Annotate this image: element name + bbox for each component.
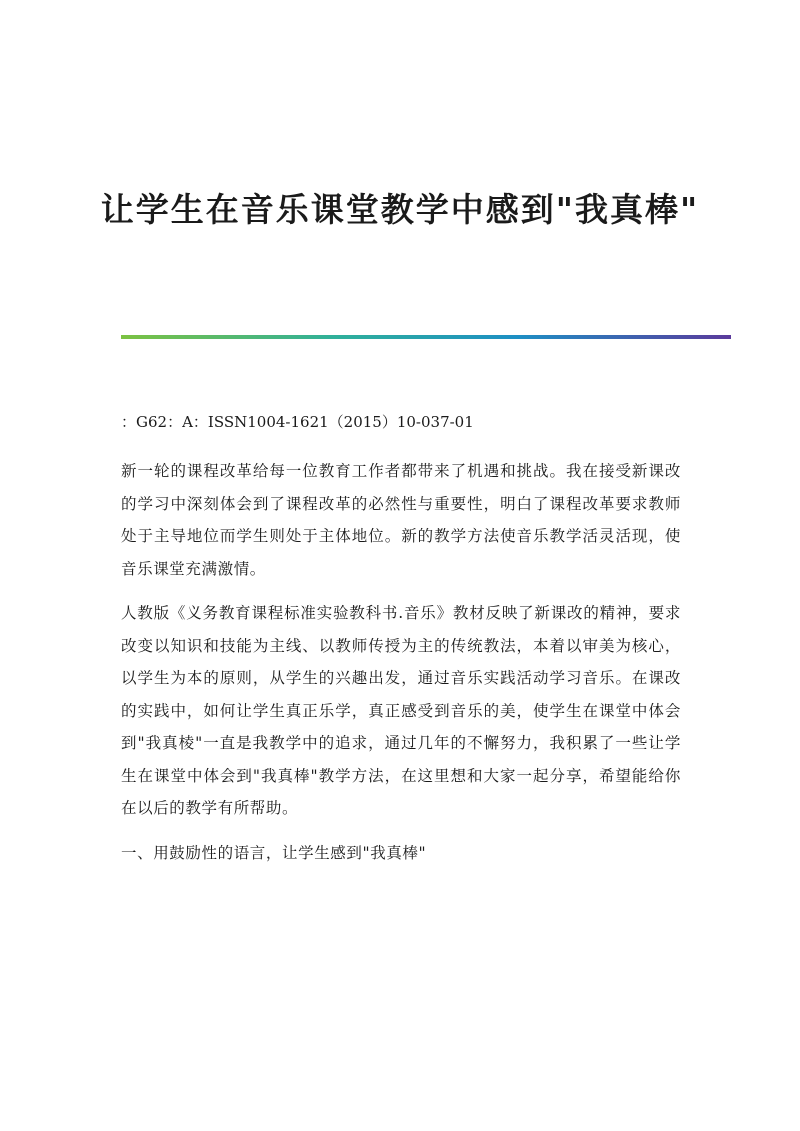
document-title: 让学生在音乐课堂教学中感到"我真棒" (100, 190, 700, 229)
title-divider (121, 335, 731, 339)
section-heading: 一、用鼓励性的语言，让学生感到"我真棒" (121, 843, 427, 862)
paragraph-2: 人教版《义务教育课程标准实验教科书.音乐》教材反映了新课改的精神，要求改变以知识和技能为主线、以教师传授为主的传统教法，本着以审美为核心，以学生为本的原则，从学生的兴趣出发，通过音乐实践活动学习音乐。在课改的实践中，如何让学生真正乐学，真正感受到音乐的美，使学生在课堂中体会到"我真棱"一直是我教学中的追求，通过几年的不懈努力，我积累了一些让学生在课堂中体会到"我真棒"教学方法，在这里想和大家一起分享，希望能给你在以后的教学有所帮助。 (121, 604, 681, 817)
document-body (121, 455, 681, 869)
paragraph-1: 新一轮的课程改革给每一位教育工作者都带来了机遇和挑战。我在接受新课改的学习中深刻体会到了课程改革的必然性与重要性，明白了课程改革要求教师处于主导地位而学生则处于主体地位。新的教学方法使音乐教学活灵活现，使音乐课堂充满激情。 (121, 462, 681, 578)
classification-line: ：G62：A：ISSN1004-1621（2015）10-037-01 (121, 413, 474, 431)
